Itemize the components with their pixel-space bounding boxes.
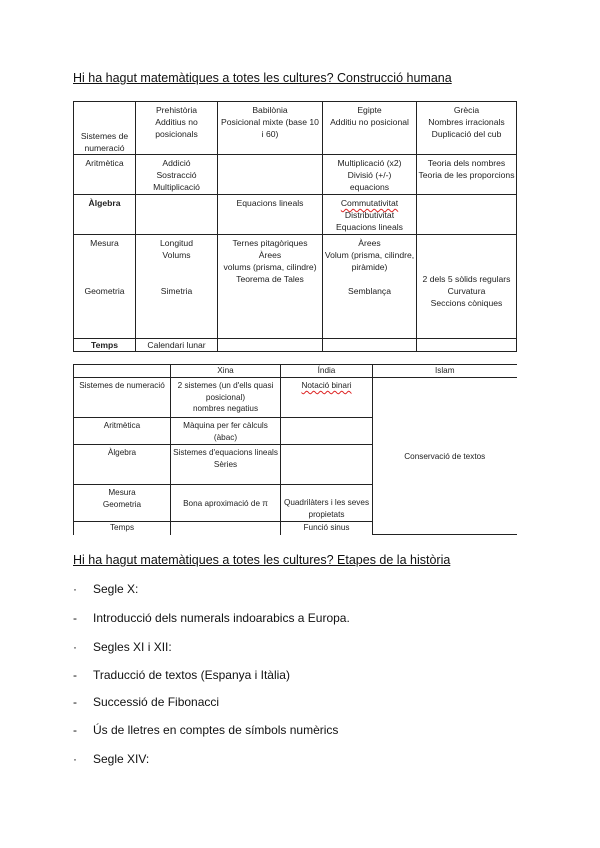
cell-line: Simetria [160, 286, 193, 296]
row-label [74, 445, 171, 485]
table-header-row [74, 102, 517, 155]
cell-line: Sèries [213, 459, 238, 469]
table-cell [281, 418, 373, 445]
cell-line: Temps [109, 523, 135, 532]
cell-line [74, 365, 170, 377]
cell-line: Índia [317, 366, 336, 375]
header-rowlabel [74, 102, 136, 155]
cell-line: Xina [217, 366, 234, 375]
header-cell [323, 102, 417, 155]
table-cell [171, 522, 281, 535]
bullet: - [73, 695, 77, 709]
cell-line: Longitud [160, 238, 193, 248]
row-label [74, 195, 136, 235]
cell-line: Sostracció [156, 170, 197, 180]
cell-line [137, 197, 216, 209]
list-item [73, 668, 290, 682]
table-cell [323, 195, 417, 235]
cell-line: Sistemes de numeració [80, 131, 129, 153]
cell-line: Sistemes d'equacions lineals [173, 448, 278, 457]
cell-line: Divisió (+/-) [347, 170, 392, 180]
row-label [74, 485, 171, 522]
table-cell [281, 522, 373, 535]
cell-line: Duplicació del cub [431, 129, 502, 139]
cultures-table-2 [73, 364, 517, 535]
cell-line: Teoria dels nombres [427, 158, 506, 168]
cell-line: Notació binari [301, 381, 352, 390]
table-cell [417, 155, 517, 195]
cell-line: Àrees [358, 238, 381, 248]
cell-line [323, 339, 416, 351]
cell-line: Egipte [357, 105, 382, 115]
cell-line: Sistemes de numeració [79, 381, 165, 390]
cell-line: Nombres irracionals [428, 117, 505, 127]
cell-line: Multiplicació (x2) [337, 158, 402, 168]
cell-line: Additiu no posicional [330, 117, 409, 127]
list-item [73, 582, 138, 596]
cell-line [219, 157, 321, 169]
header-cell [74, 365, 171, 378]
cell-line: Equacions lineals [236, 198, 304, 208]
islam-cell [373, 378, 517, 535]
header-cell [218, 102, 323, 155]
cell-line [75, 261, 134, 273]
cell-line [218, 339, 322, 351]
cell-line: Teorema de Tales [236, 274, 304, 284]
section-heading-construccio: Hi ha hagut matemàtiques a totes les cultures? Construcció humana [73, 71, 452, 85]
cell-line [75, 273, 134, 285]
table-cell [218, 339, 323, 352]
cell-line: Conservació de textos [404, 451, 486, 461]
row-label [74, 155, 136, 195]
cell-line [418, 261, 515, 273]
list-item [73, 695, 219, 709]
cell-line [137, 273, 216, 285]
row-label [74, 378, 171, 418]
cell-line: nombres negatius [192, 404, 259, 413]
cell-line: Teoria de les proporcions [418, 170, 515, 180]
cell-line: Curvatura [447, 286, 486, 296]
cell-line [417, 339, 516, 351]
table-row [74, 235, 517, 339]
cell-line: Seccions còniques [430, 298, 503, 308]
cell-line: Islam [434, 366, 455, 375]
table-cell [417, 235, 517, 339]
list-item-text: Segles XI i XII: [93, 640, 172, 654]
header-cell [281, 365, 373, 378]
header-cell [136, 102, 218, 155]
table-cell [281, 485, 373, 522]
header-cell [417, 102, 517, 155]
table-cell [281, 445, 373, 485]
cell-line: Prehistòria [155, 105, 198, 115]
cell-line: 2 dels 5 sòlids regulars [422, 274, 511, 284]
cell-line: Additius no posicionals [155, 117, 198, 139]
row-label [74, 235, 136, 339]
table-row [74, 378, 517, 418]
cultures-table-1 [73, 101, 517, 352]
cell-line: Posicional mixte (base 10 i 60) [221, 117, 319, 139]
table-cell [417, 195, 517, 235]
cell-line: Multiplicació [153, 182, 200, 192]
row-label [74, 339, 136, 352]
cell-line: Equacions lineals [336, 222, 403, 232]
list-item [73, 752, 149, 766]
cell-line: Babilònia [252, 105, 288, 115]
cell-line: Màquina per fer càlculs (àbac) [183, 421, 268, 442]
table-cell [171, 445, 281, 485]
cell-line [418, 237, 515, 249]
table-row [74, 195, 517, 235]
table-cell [171, 378, 281, 418]
cell-line [418, 197, 515, 209]
cell-line: Mesura [90, 238, 119, 248]
cell-line: 2 sistemes (un d'ells quasi posicional) [177, 381, 274, 402]
list-item [73, 611, 350, 625]
table-cell [171, 418, 281, 445]
table-cell [281, 378, 373, 418]
table-cell [417, 339, 517, 352]
list-item [73, 723, 338, 737]
cell-line: Àlgebra [107, 448, 137, 457]
cell-line: Addició [162, 158, 191, 168]
cell-line: Volums [162, 250, 191, 260]
cell-line [282, 420, 371, 432]
cell-line: Aritmètica [85, 158, 124, 168]
header-cell [373, 365, 517, 378]
table-cell [136, 195, 218, 235]
table-cell [218, 155, 323, 195]
table-cell [136, 155, 218, 195]
cell-line [137, 261, 216, 273]
cell-line: Semblança [348, 286, 391, 296]
table-cell [323, 155, 417, 195]
section-heading-etapes: Hi ha hagut matemàtiques a totes les cultures? Etapes de la història [73, 553, 451, 567]
list-item-text: Successió de Fibonacci [93, 695, 220, 709]
cell-line [324, 273, 415, 285]
cell-line: Mesura [108, 488, 136, 497]
cell-line: Distributivitat [344, 210, 395, 220]
cell-line [171, 522, 280, 534]
table-cell [171, 485, 281, 522]
row-label [74, 522, 171, 535]
cell-line [282, 447, 371, 459]
bullet: · [73, 640, 77, 654]
bullet: · [73, 582, 77, 596]
table-cell [218, 235, 323, 339]
cell-line: equacions [349, 182, 390, 192]
table-row [74, 155, 517, 195]
table-cell [136, 235, 218, 339]
header-cell [171, 365, 281, 378]
table-cell [218, 195, 323, 235]
table-cell [323, 235, 417, 339]
list-item-text: Ús de lletres en comptes de símbols numèrics [93, 723, 339, 737]
bullet: - [73, 668, 77, 682]
cell-line: volums (prisma, cilindre) [223, 262, 317, 272]
cell-line [75, 249, 134, 261]
row-label [74, 418, 171, 445]
table-header-row [74, 365, 517, 378]
bullet: · [73, 752, 77, 766]
cell-line: Temps [90, 340, 119, 350]
list-item [73, 640, 172, 654]
bullet: - [73, 611, 77, 625]
cell-line: Bona aproximació de π [183, 498, 268, 508]
list-item-text: Segle X: [93, 582, 139, 596]
cell-line: Commutativitat [340, 198, 399, 208]
cell-line: Geometria [102, 499, 142, 509]
history-list [73, 582, 533, 782]
cell-line: Grècia [453, 105, 480, 115]
cell-line: Àlgebra [88, 198, 121, 208]
table-cell [136, 339, 218, 352]
list-item-text: Introducció dels numerals indoarabics a Europa. [93, 611, 350, 625]
cell-line: Geometria [84, 286, 125, 296]
cell-line: Àrees [258, 250, 282, 260]
cell-line: Ternes pitagòriques [232, 238, 308, 248]
list-item-text: Segle XIV: [93, 752, 150, 766]
cell-line: Aritmètica [103, 421, 141, 430]
cell-line [418, 249, 515, 261]
list-item-text: Traducció de textos (Espanya i Itàlia) [93, 668, 290, 682]
table-cell [323, 339, 417, 352]
bullet: - [73, 723, 77, 737]
cell-line: Funció sinus [303, 523, 350, 532]
cell-line: Quadrilàters i les seves propietats [283, 498, 370, 519]
table-row [74, 339, 517, 352]
cell-line: Volum (prisma, cilindre, piràmide) [324, 250, 415, 272]
cell-line: Calendari lunar [147, 340, 206, 350]
